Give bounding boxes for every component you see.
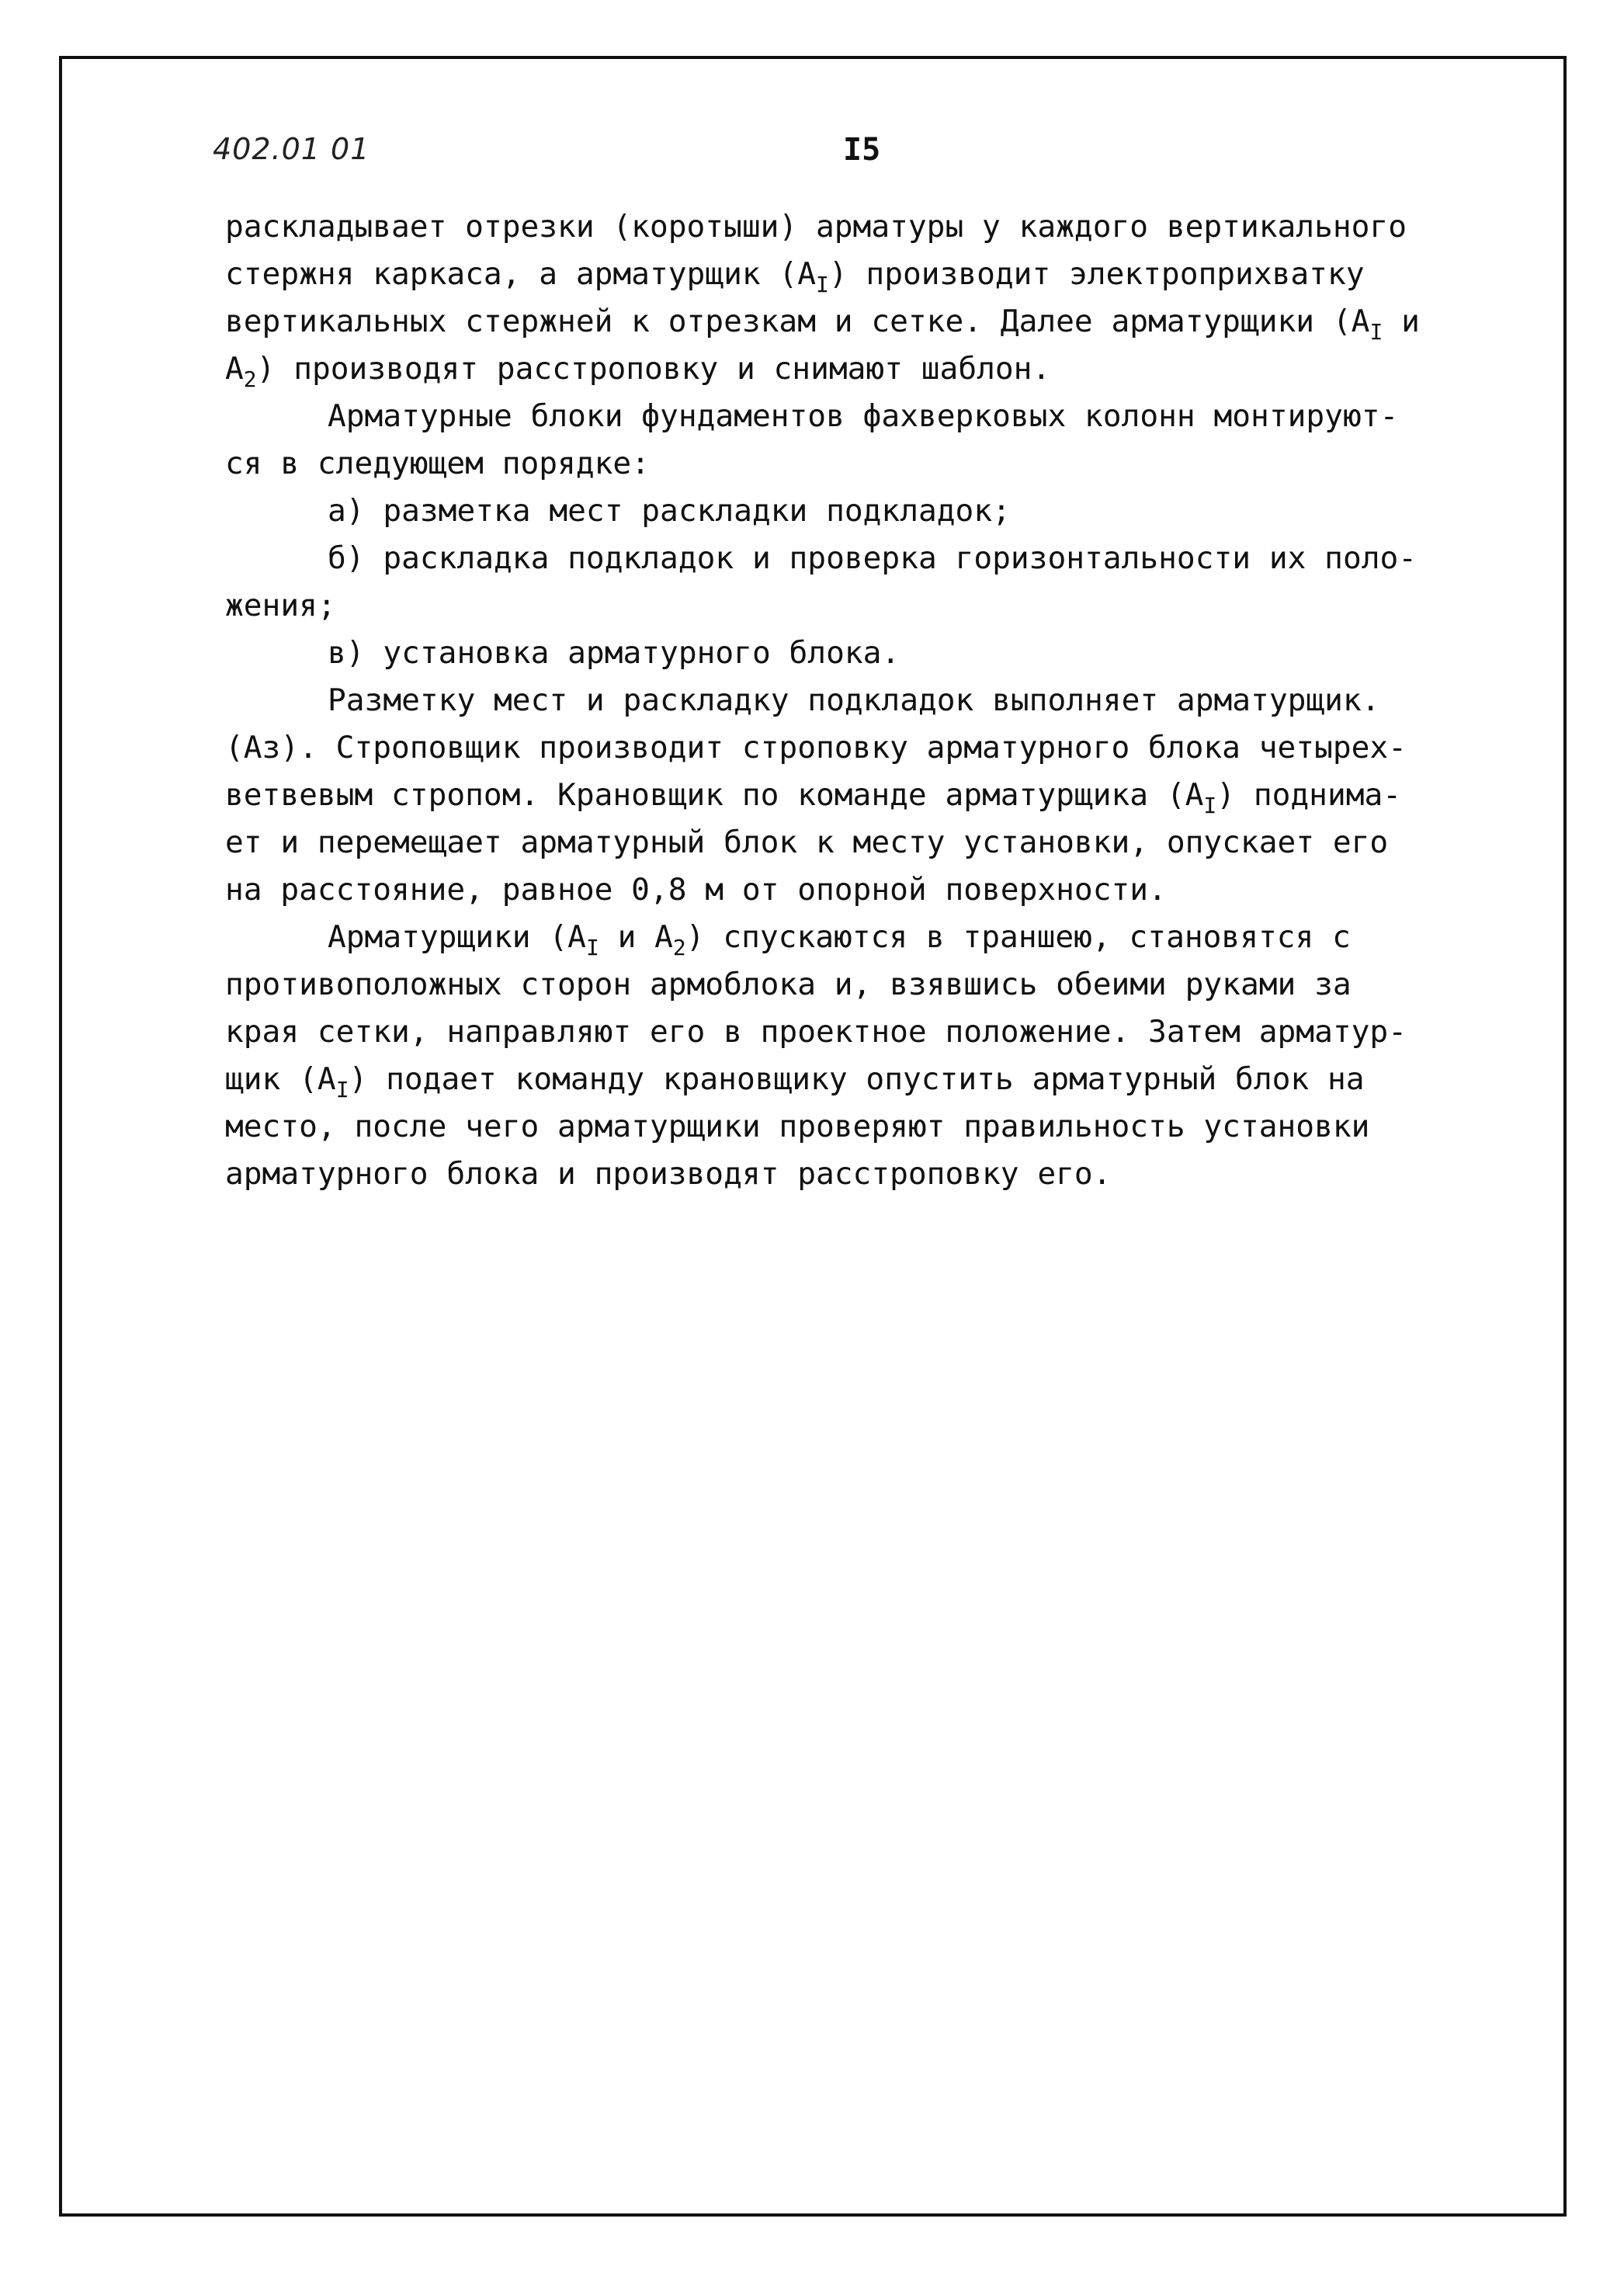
text-segment: место, после чего арматурщики проверяют правильность установки bbox=[225, 1109, 1370, 1144]
text-segment: стержня каркаса, а арматурщик (А bbox=[225, 256, 816, 292]
document-code: 402.01 01 bbox=[213, 132, 370, 166]
text-segment: Арматурщики (А bbox=[328, 919, 586, 955]
text-line bbox=[225, 1009, 1514, 1056]
text-segment: ет и перемещает арматурный блок к месту установки, опускает его bbox=[225, 825, 1389, 860]
text-segment: на расстояние, равное 0,8 м от опорной поверхности. bbox=[225, 872, 1167, 908]
text-segment: и А bbox=[599, 919, 673, 955]
subscript: I bbox=[1369, 319, 1383, 345]
text-line bbox=[225, 203, 1514, 251]
text-segment: края сетки, направляют его в проектное положение. Затем арматур- bbox=[225, 1014, 1407, 1050]
text-segment: ) производят расстроповку и снимают шаблон. bbox=[256, 351, 1051, 387]
text-segment: раскладывает отрезки (коротыши) арматуры у каждого вертикального bbox=[225, 209, 1407, 245]
text-segment: арматурного блока и производят расстроповку его. bbox=[225, 1156, 1112, 1192]
text-segment: и bbox=[1383, 304, 1420, 339]
text-segment: ) производит электроприхватку bbox=[828, 256, 1365, 292]
text-line bbox=[225, 677, 1514, 724]
text-line bbox=[225, 1056, 1514, 1103]
text-segment: (Аз). Строповщик производит строповку арматурного блока четырех- bbox=[225, 730, 1407, 766]
subscript: I bbox=[335, 1077, 349, 1102]
subscript: I bbox=[816, 272, 829, 297]
text-line bbox=[225, 251, 1514, 298]
text-segment: вертикальных стержней к отрезкам и сетке. Далее арматурщики (А bbox=[225, 304, 1370, 339]
text-line bbox=[225, 345, 1514, 393]
text-segment: ся в следующем порядке: bbox=[225, 446, 650, 481]
text-segment: ) спускаются в траншею, становятся с bbox=[685, 919, 1351, 955]
subscript: 2 bbox=[672, 935, 686, 960]
text-line bbox=[225, 724, 1514, 772]
text-segment: ) поднима- bbox=[1216, 777, 1402, 813]
text-segment: ветвевым стропом. Крановщик по команде арматурщика (А bbox=[225, 777, 1204, 813]
text-segment: А bbox=[225, 351, 244, 387]
text-line bbox=[225, 298, 1514, 345]
subscript: I bbox=[585, 935, 599, 960]
text-segment: щик (А bbox=[225, 1061, 336, 1097]
text-line bbox=[225, 866, 1514, 914]
subscript: I bbox=[1203, 793, 1217, 818]
text-line bbox=[225, 440, 1514, 488]
text-segment: а) разметка мест раскладки подкладок; bbox=[328, 493, 1011, 529]
text-segment: жения; bbox=[225, 588, 336, 623]
text-segment: Разметку мест и раскладку подкладок выполняет арматурщик. bbox=[328, 682, 1380, 718]
text-segment: противоположных сторон армоблока и, взявшись обеими руками за bbox=[225, 967, 1352, 1002]
subscript: 2 bbox=[243, 366, 257, 392]
text-segment: ) подает команду крановщику опустить арматурный блок на bbox=[349, 1061, 1365, 1097]
text-line bbox=[225, 582, 1514, 630]
text-line bbox=[225, 1103, 1514, 1151]
text-segment: Арматурные блоки фундаментов фахверковых колонн монтируют- bbox=[328, 398, 1399, 434]
text-line bbox=[225, 772, 1514, 819]
text-line bbox=[225, 819, 1514, 866]
text-line bbox=[225, 914, 1514, 961]
text-line bbox=[225, 1151, 1514, 1198]
text-line bbox=[225, 630, 1514, 677]
text-segment: б) раскладка подкладок и проверка горизонтальности их поло- bbox=[328, 540, 1418, 576]
text-segment: в) установка арматурного блока. bbox=[328, 635, 900, 671]
text-line bbox=[225, 488, 1514, 535]
page-number: I5 bbox=[843, 132, 881, 168]
text-line bbox=[225, 393, 1514, 440]
text-line bbox=[225, 961, 1514, 1009]
body-text bbox=[225, 203, 1514, 1198]
text-line bbox=[225, 535, 1514, 582]
